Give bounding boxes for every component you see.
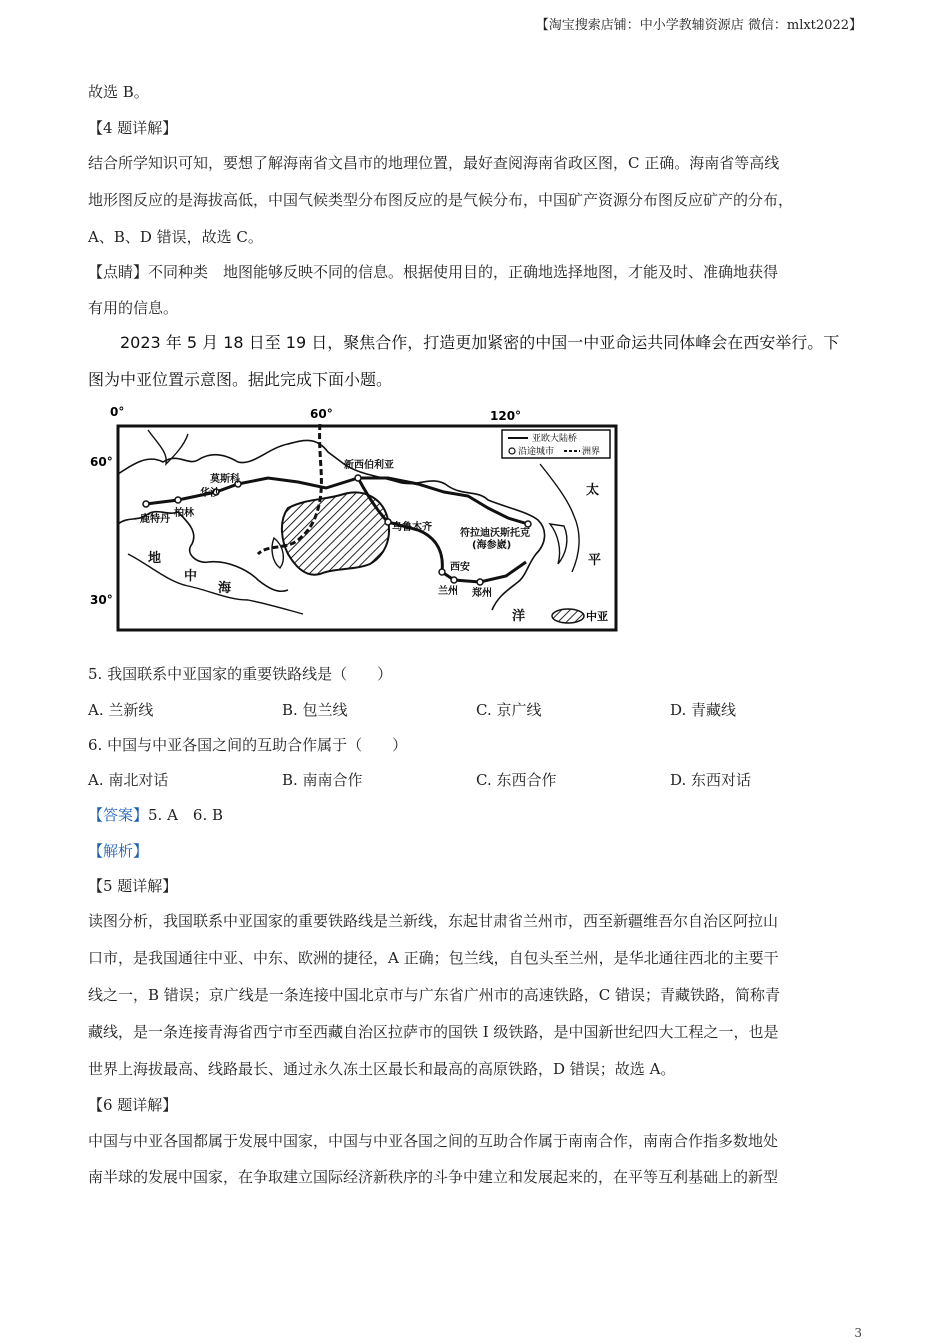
text-line: 藏线，是一条连接青海省西宁市至西藏自治区拉萨市的国铁 I 级铁路，是中国新世纪四大工程之一，也是 (88, 1023, 779, 1041)
sea-label: 中 (184, 569, 198, 584)
place-label: 乌鲁木齐 (392, 522, 432, 533)
place-label: 柏林 (174, 508, 194, 519)
city-marker (451, 577, 457, 583)
city-marker (385, 519, 391, 525)
text-line: 口市，是我国通往中亚、中东、欧洲的捷径，A 正确；包兰线，自包头至兰州，是华北通往西北的主要干 (88, 949, 779, 967)
lon-label: 0° (110, 405, 125, 419)
city-marker (143, 501, 149, 507)
city-marker (477, 579, 483, 585)
section-heading: 【5 题详解】 (88, 877, 178, 895)
sea-label: 洋 (512, 609, 526, 624)
legend-label: 沿途城市 (518, 447, 555, 457)
text-line: 有用的信息。 (88, 299, 179, 317)
text-line: 世界上海拔最高、线路最长、通过永久冻土区最长和最高的高原铁路，D 错误；故选 A。 (88, 1060, 676, 1078)
place-label: 符拉迪沃斯托克 (460, 528, 530, 539)
central-asia-map (88, 404, 623, 640)
option-c: C. 东西合作 (476, 771, 557, 789)
place-label: 兰州 (438, 586, 458, 597)
place-label: 莫斯科 (210, 474, 240, 485)
sea-label: 太 (586, 483, 600, 498)
place-label: 鹿特丹 (140, 514, 170, 525)
option-d: D. 青藏线 (670, 701, 737, 719)
question-stem: 图为中亚位置示意图。据此完成下面小题。 (88, 370, 393, 389)
answer-line (88, 805, 223, 825)
tip-line: 【点睛】不同种类 地图能够反映不同的信息。根据使用目的，正确地选择地图，才能及时、准确地获得 (88, 263, 779, 281)
place-label: 西安 (450, 562, 470, 573)
option-b: B. 包兰线 (282, 701, 348, 719)
lon-label: 60° (310, 407, 333, 421)
answer-label: 【答案】 (88, 806, 149, 824)
option-a: A. 南北对话 (88, 771, 169, 789)
text-line: 地形图反应的是海拔高低，中国气候类型分布图反应的是气候分布，中国矿产资源分布图反应矿产的分布， (88, 191, 794, 209)
city-marker (525, 521, 531, 527)
place-label: (海参崴) (472, 540, 512, 551)
place-label: 华沙 (200, 488, 220, 499)
legend-label: 亚欧大陆桥 (532, 434, 578, 444)
lat-label: 60° (90, 455, 113, 469)
city-marker (175, 497, 181, 503)
place-label: 郑州 (472, 588, 492, 599)
option-a: A. 兰新线 (88, 701, 154, 719)
text-line: 中国与中亚各国都属于发展中国家，中国与中亚各国之间的互助合作属于南南合作，南南合作指多数地处 (88, 1132, 779, 1150)
option-b: B. 南南合作 (282, 771, 363, 789)
text-line: 故选 B。 (88, 83, 149, 101)
lon-label: 120° (490, 409, 522, 423)
place-label: 新西伯利亚 (344, 460, 394, 471)
analysis-label: 【解析】 (88, 842, 149, 860)
answer-text: 5. A 6. B (148, 806, 224, 824)
map-legend-region (552, 609, 608, 623)
question-stem: 2023 年 5 月 18 日至 19 日，聚焦合作，打造更加紧密的中国一中亚命运共同体峰会在西安举行。下 (120, 333, 840, 352)
city-marker (439, 569, 445, 575)
text-line: 南半球的发展中国家，在争取建立国际经济新秩序的斗争中建立和发展起来的，在平等互利基础上的新型 (88, 1168, 779, 1186)
section-heading: 【6 题详解】 (88, 1096, 178, 1114)
sea-label: 地 (148, 551, 162, 566)
sea-label: 海 (218, 581, 232, 596)
legend-label: 中亚 (586, 610, 608, 623)
text-line: A、B、D 错误，故选 C。 (88, 228, 263, 246)
page-number: 3 (854, 1326, 862, 1340)
section-heading: 【4 题详解】 (88, 119, 178, 137)
legend-label: 洲界 (582, 447, 601, 457)
city-marker (355, 475, 361, 481)
text-line: 读图分析，我国联系中亚国家的重要铁路线是兰新线，东起甘肃省兰州市，西至新疆维吾尔自治区阿拉山 (88, 912, 779, 930)
map-legend (502, 430, 610, 458)
option-c: C. 京广线 (476, 701, 542, 719)
option-d: D. 东西对话 (670, 771, 752, 789)
question-5: 5. 我国联系中亚国家的重要铁路线是（ ） (88, 665, 393, 683)
page-header-watermark: 【淘宝搜索店铺：中小学教辅资源店 微信：mlxt2022】 (535, 18, 862, 33)
lat-label: 30° (90, 593, 113, 607)
sea-label: 平 (588, 553, 602, 568)
text-line: 线之一，B 错误；京广线是一条连接中国北京市与广东省广州市的高速铁路，C 错误；青藏铁路，简称青 (88, 986, 781, 1004)
text-line: 结合所学知识可知，要想了解海南省文昌市的地理位置，最好查阅海南省政区图，C 正确。海南省等高线 (88, 154, 780, 172)
question-6: 6. 中国与中亚各国之间的互助合作属于（ ） (88, 736, 408, 754)
